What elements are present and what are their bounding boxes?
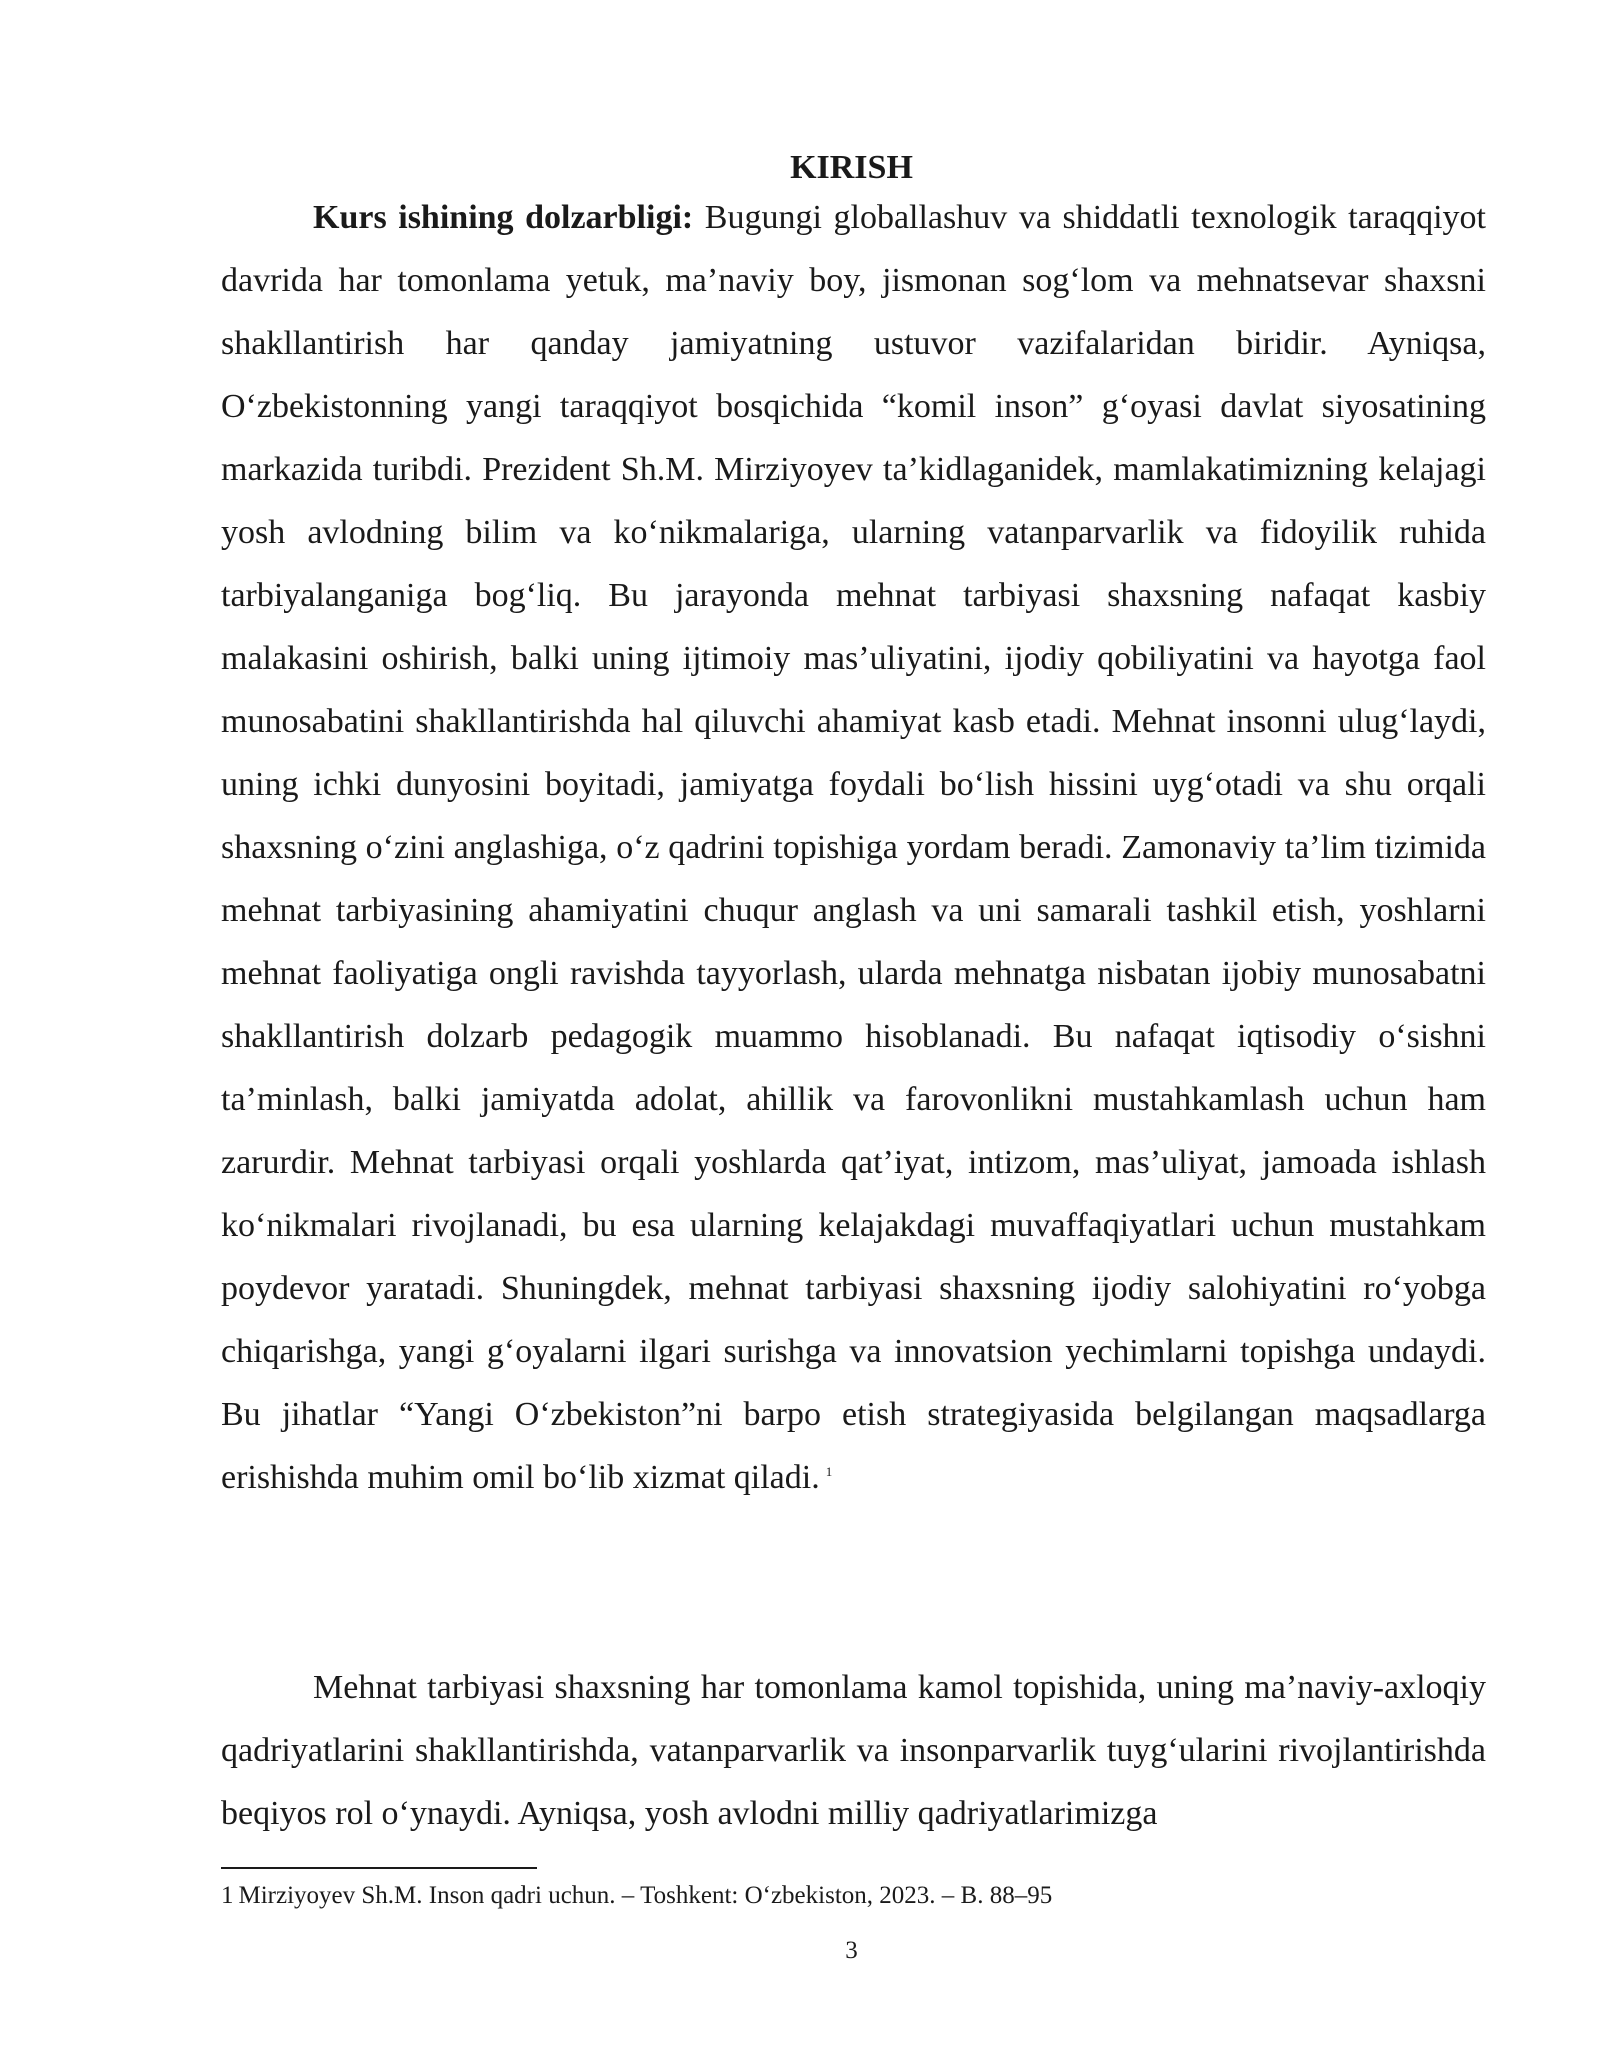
footnote-separator xyxy=(221,1867,537,1869)
paragraph-relevance xyxy=(221,186,1486,1509)
paragraph-text: Bugungi globallashuv va shiddatli texnologik taraqqiyot davrida har tomonlama yetuk, ma’naviy boy, jismonan sog‘lom va mehnatsevar shaxsni shakllantirish har qanday jamiyatning ustuvor vazifalaridan biridir. Ayniqsa, O‘zbekistonning yangi taraqqiyot bosqichida “komil inson” g‘oyasi davlat siyosatining markazida turibdi. Prezident Sh.M. Mirziyoyev ta’kidlaganidek, mamlakatimizning kelajagi yosh avlodning bilim va ko‘nikmalariga, ularning vatanparvarlik va fidoyilik ruhida tarbiyalanganiga bog‘liq. Bu jarayonda mehnat tarbiyasi shaxsning nafaqat kasbiy malakasini oshirish, balki uning ijtimoiy mas’uliyatini, ijodiy qobiliyatini va hayotga faol munosabatini shakllantirishda hal qiluvchi ahamiyat kasb etadi. Mehnat insonni ulug‘laydi, uning ichki dunyosini boyitadi, jamiyatga foydali bo‘lish hissini uyg‘otadi va shu orqali shaxsning o‘zini anglashiga, o‘z qadrini topishiga yordam beradi. Zamonaviy ta’lim tizimida mehnat tarbiyasining ahamiyatini chuqur anglash va uni samarali tashkil etish, yoshlarni mehnat faoliyatiga ongli ravishda tayyorlash, ularda mehnatga nisbatan ijobiy munosabatni shakllantirish dolzarb pedagogik muammo hisoblanadi. Bu nafaqat iqtisodiy o‘sishni ta’minlash, balki jamiyatda adolat, ahillik va farovonlikni mustahkamlash uchun ham zarurdir. Mehnat tarbiyasi orqali yoshlarda qat’iyat, intizom, mas’uliyat, jamoada ishlash ko‘nikmalari rivojlanadi, bu esa ularning kelajakdagi muvaffaqiyatlari uchun mustahkam poydevor yaratadi. Shuningdek, mehnat tarbiyasi shaxsning ijodiy salohiyatini ro‘yobga chiqarishga, yangi g‘oyalarni ilgari surishga va innovatsion yechimlarni topishga undaydi. Bu jihatlar “Yangi O‘zbekiston”ni barpo etish strategiyasida belgilangan maqsadlarga erishishda muhim omil bo‘lib xizmat qiladi. xyxy=(221,199,1486,1496)
paragraph-labor-education xyxy=(221,1656,1486,1845)
page-title: KIRISH xyxy=(790,149,913,186)
page-number: 3 xyxy=(845,1937,858,1964)
paragraph-lead: Kurs ishining dolzarbligi: xyxy=(313,199,694,236)
footnote-number: 1 xyxy=(221,1882,234,1909)
footnote-reference[interactable]: 1 xyxy=(825,1463,833,1479)
paragraph-text: Mehnat tarbiyasi shaxsning har tomonlama kamol topishida, uning ma’naviy-axloqiy qadriyatlarini shakllantirishda, vatanparvarlik va insonparvarlik tuyg‘ularini rivojlantirishda beqiyos rol o‘ynaydi. Ayniqsa, yosh avlodni milliy qadriyatlarimizga xyxy=(221,1669,1486,1832)
footnote xyxy=(221,1880,1486,1912)
footnote-text: Mirziyoyev Sh.M. Inson qadri uchun. – Toshkent: O‘zbekiston, 2023. – B. 88–95 xyxy=(238,1882,1053,1909)
